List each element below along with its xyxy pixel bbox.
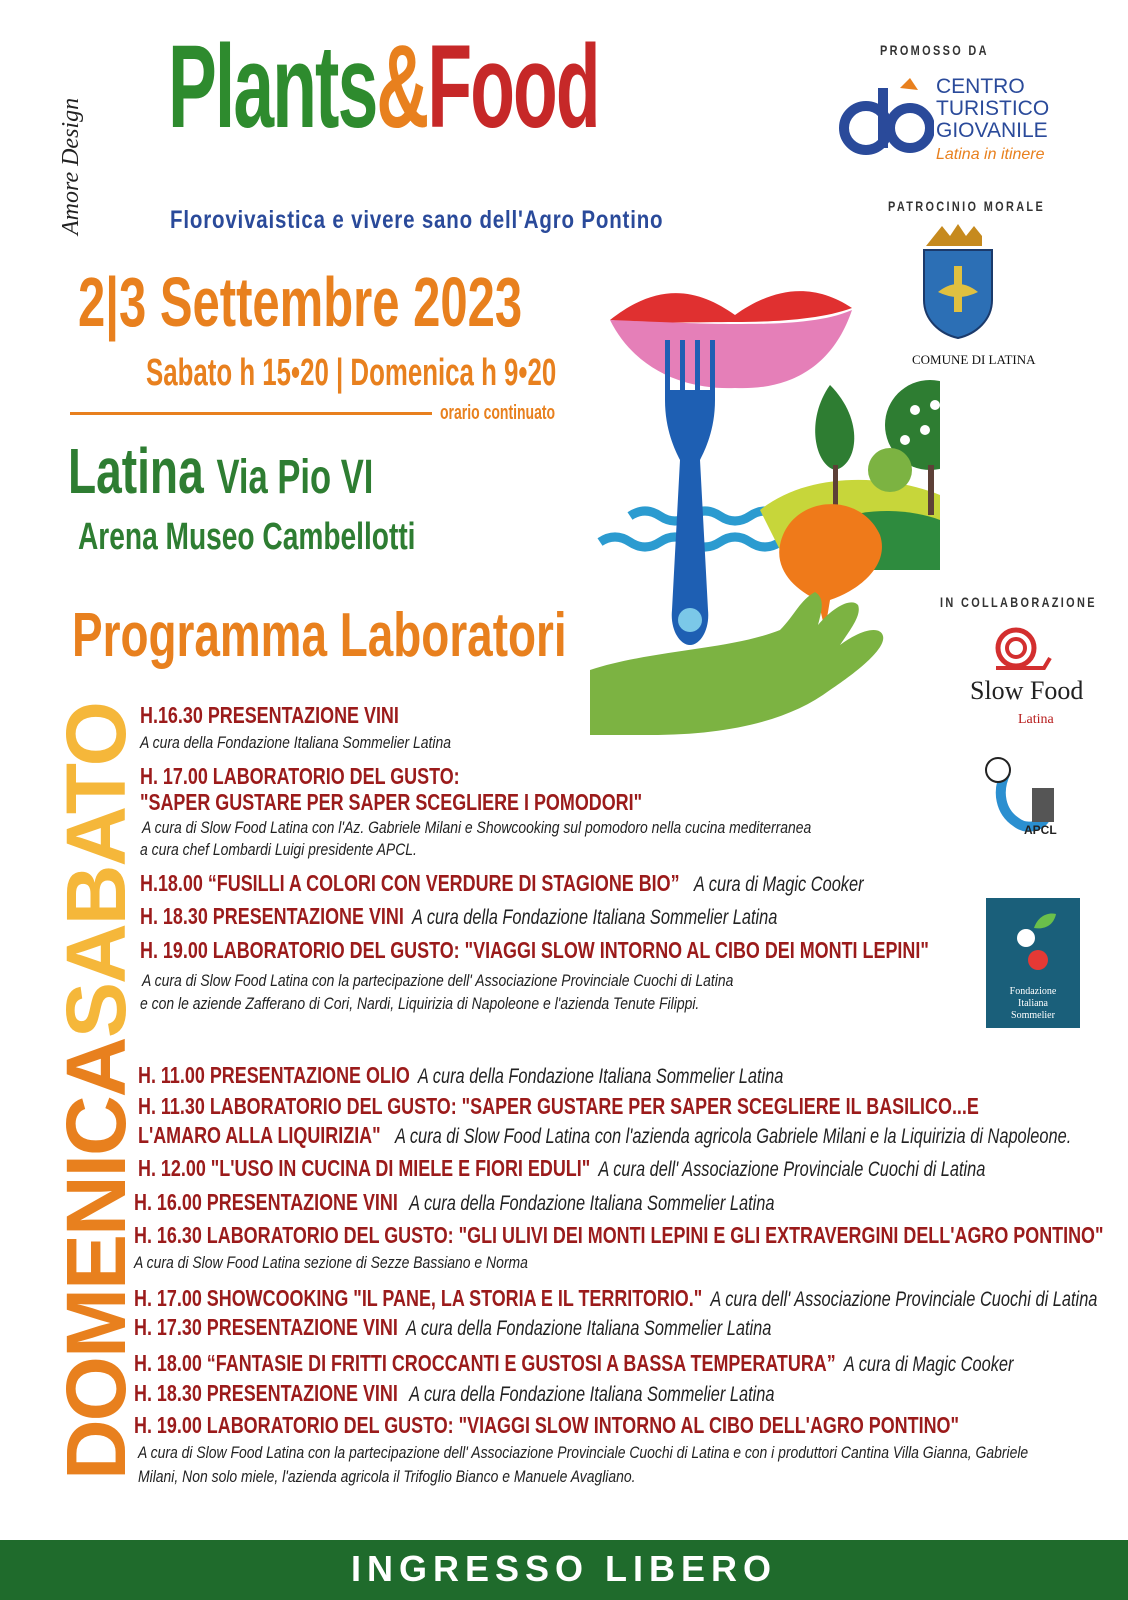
sat-event-1-title: H.16.30 PRESENTAZIONE VINI xyxy=(140,702,399,728)
footer-banner xyxy=(0,1540,1128,1600)
sun-event-6-title: H. 17.00 SHOWCOOKING "IL PANE, LA STORIA E IL TERRITORIO." xyxy=(134,1285,703,1311)
sun-event-9-note: A cura della Fondazione Italiana Sommelier Latina xyxy=(409,1383,775,1406)
sun-event-1-title: H. 11.00 PRESENTAZIONE OLIO xyxy=(138,1062,410,1088)
sun-event-4-title: H. 16.00 PRESENTAZIONE VINI xyxy=(134,1189,398,1215)
sun-event-9-title: H. 18.30 PRESENTAZIONE VINI xyxy=(134,1380,398,1406)
designer-name: Amore Design xyxy=(58,97,84,235)
latina-coat-of-arms-icon xyxy=(920,222,996,340)
sun-event-9 xyxy=(134,1380,775,1407)
sat-event-2-subtitle: "SAPER GUSTARE PER SAPER SCEGLIERE I POMODORI" xyxy=(140,789,643,815)
fork-landscape-illustration xyxy=(590,280,940,740)
sat-event-4-note: A cura della Fondazione Italiana Sommelier Latina xyxy=(411,906,778,929)
ctg-logo xyxy=(838,70,1098,170)
street-name: Via Pio VI xyxy=(216,451,374,504)
event-subtitle: Florovivaistica e vivere sano dell'Agro Pontino xyxy=(170,206,664,234)
fis-icon xyxy=(986,898,1080,978)
sat-event-1-note: A cura della Fondazione Italiana Sommelier Latina xyxy=(140,733,451,752)
sun-event-8 xyxy=(134,1350,1013,1377)
apcl-logo-icon xyxy=(976,752,1066,852)
collaboration-label: IN COLLABORAZIONE xyxy=(940,594,1097,610)
sun-event-1-note: A cura della Fondazione Italiana Sommelier Latina xyxy=(417,1065,784,1088)
lips-shape xyxy=(610,291,852,322)
sun-event-8-title: H. 18.00 “FANTASIE DI FRITTI CROCCANTI E GUSTOSI A BASSA TEMPERATURA” xyxy=(134,1350,836,1376)
sat-event-2-note: A cura di Slow Food Latina con l'Az. Gabriele Milani e Showcooking sul pomodoro nella cucina mediterranea xyxy=(142,818,812,837)
sun-event-2 xyxy=(138,1122,1071,1149)
ctg-line-2: TURISTICO xyxy=(936,97,1050,120)
event-venue: Arena Museo Cambellotti xyxy=(78,516,416,558)
sat-event-4 xyxy=(140,903,777,930)
fis-name: Fondazione Italiana Sommelier xyxy=(1009,986,1057,1021)
patronage-label: PATROCINIO MORALE xyxy=(888,198,1046,214)
sun-event-4-note: A cura della Fondazione Italiana Sommelier Latina xyxy=(409,1192,775,1215)
ctg-line-1: CENTRO xyxy=(936,75,1025,98)
continuous-hours-note: orario continuato xyxy=(440,402,556,424)
sun-event-2-subtitle: L'AMARO ALLA LIQUIRIZIA" xyxy=(138,1122,381,1148)
sun-event-10-note-2: Milani, Non solo miele, l'azienda agricola il Trifoglio Bianco e Manuele Avagliano. xyxy=(138,1467,636,1486)
slow-food-logo-text: Slow Food xyxy=(970,676,1084,705)
title-ampersand: & xyxy=(376,21,428,153)
ctg-line-3: GIOVANILE xyxy=(936,119,1048,142)
sun-event-5-note: A cura di Slow Food Latina sezione di Sezze Bassiano e Norma xyxy=(134,1253,528,1272)
sun-event-6 xyxy=(134,1285,1097,1312)
event-hours: Sabato h 15•20 | Domenica h 9•20 xyxy=(146,352,557,394)
saturday-label: SABATO xyxy=(49,703,143,1038)
event-title xyxy=(168,21,863,153)
commune-label: COMUNE DI LATINA xyxy=(912,352,1036,367)
sat-event-4-title: H. 18.30 PRESENTAZIONE VINI xyxy=(140,903,404,929)
fis-logo xyxy=(986,898,1080,1028)
sat-event-5-note: A cura di Slow Food Latina con la partecipazione dell' Associazione Provinciale Cuochi di Latina xyxy=(142,971,734,990)
title-part-plants: Plants xyxy=(168,21,377,153)
ctg-name xyxy=(936,76,1049,142)
sat-event-5-note-2: e con le aziende Zafferano di Cori, Nardi, Liquirizia di Napoleone e l'azienda Tenute Filippi. xyxy=(140,994,700,1013)
sun-event-3-title: H. 12.00 "L'USO IN CUCINA DI MIELE E FIORI EDULI" xyxy=(138,1155,591,1181)
sun-event-4 xyxy=(134,1189,775,1216)
sat-event-3 xyxy=(140,870,864,897)
sun-event-2-note: A cura di Slow Food Latina con l'azienda agricola Gabriele Milani e la Liquirizia di Napoleone. xyxy=(394,1125,1072,1148)
sat-event-2-note-2: a cura chef Lombardi Luigi presidente APCL. xyxy=(140,840,417,859)
apcl-text: APCL xyxy=(1024,823,1057,837)
sat-event-3-note: A cura di Magic Cooker xyxy=(693,873,864,896)
designer-signature xyxy=(58,60,118,240)
free-entry-text: INGRESSO LIBERO xyxy=(350,1548,778,1589)
ctg-icon xyxy=(838,70,934,166)
sun-event-10-title: H. 19.00 LABORATORIO DEL GUSTO: "VIAGGI SLOW INTORNO AL CIBO DELL'AGRO PONTINO" xyxy=(134,1412,959,1438)
sun-event-3 xyxy=(138,1155,985,1182)
sun-event-8-note: A cura di Magic Cooker xyxy=(843,1353,1014,1376)
event-dates: 2|3 Settembre 2023 xyxy=(78,263,523,341)
sun-event-1 xyxy=(138,1062,783,1089)
sun-event-7-title: H. 17.30 PRESENTAZIONE VINI xyxy=(134,1314,398,1340)
sat-event-2-title: H. 17.00 LABORATORIO DEL GUSTO: xyxy=(140,763,460,789)
sun-event-7-note: A cura della Fondazione Italiana Sommelier Latina xyxy=(405,1317,772,1340)
title-part-food: Food xyxy=(427,21,599,153)
sun-event-6-note: A cura dell' Associazione Provinciale Cuochi di Latina xyxy=(710,1288,1098,1311)
ctg-subtitle: Latina in itinere xyxy=(936,146,1045,163)
divider-line xyxy=(70,412,432,415)
sun-event-5-title: H. 16.30 LABORATORIO DEL GUSTO: "GLI ULIVI DEI MONTI LEPINI E GLI EXTRAVERGINI DELL'AGRO PONTINO" xyxy=(134,1222,1104,1248)
sun-event-3-note: A cura dell' Associazione Provinciale Cuochi di Latina xyxy=(598,1158,986,1181)
sun-event-2-title: H. 11.30 LABORATORIO DEL GUSTO: "SAPER GUSTARE PER SAPER SCEGLIERE IL BASILICO...E xyxy=(138,1093,979,1119)
sun-event-7 xyxy=(134,1314,771,1341)
city-name: Latina xyxy=(68,435,204,507)
sunday-label: DOMENICA xyxy=(49,1038,143,1480)
slow-food-city: Latina xyxy=(1018,712,1054,727)
program-title: Programma Laboratori xyxy=(72,601,567,670)
sat-event-3-title: H.18.00 “FUSILLI A COLORI CON VERDURE DI STAGIONE BIO” xyxy=(140,870,680,896)
promoted-by-label: PROMOSSO DA xyxy=(880,42,989,58)
snail-icon xyxy=(990,626,1052,674)
sun-event-10-note: A cura di Slow Food Latina con la partecipazione dell' Associazione Provinciale Cuochi di Latina e con i produttori Cantina Villa Gianna, Gabriele xyxy=(138,1443,1029,1462)
sat-event-5-title: H. 19.00 LABORATORIO DEL GUSTO: "VIAGGI SLOW INTORNO AL CIBO DEI MONTI LEPINI" xyxy=(140,937,929,963)
event-location xyxy=(68,434,373,508)
